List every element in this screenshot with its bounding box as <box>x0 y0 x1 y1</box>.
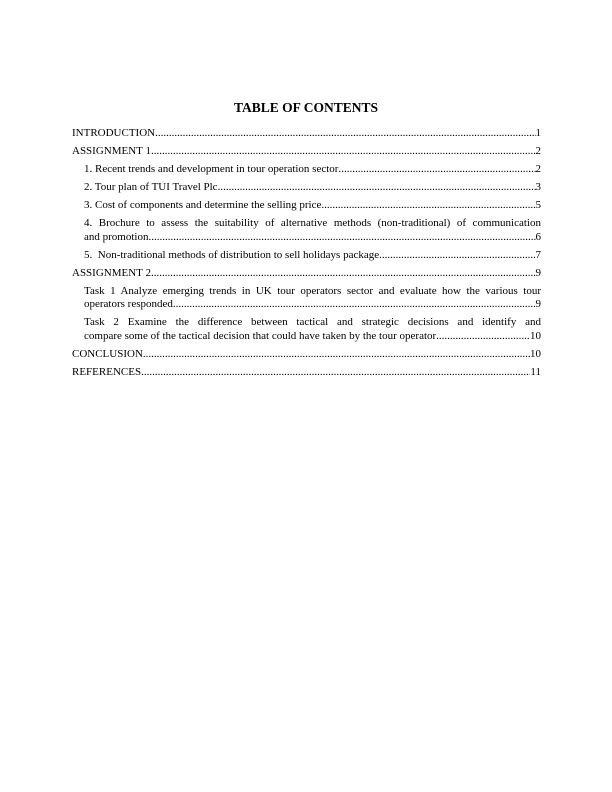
toc-entry-references[interactable] <box>72 366 541 380</box>
toc-page-number: 11 <box>530 365 541 378</box>
toc-title: TABLE OF CONTENTS <box>233 100 379 115</box>
toc-leader-dots <box>173 298 536 312</box>
toc-entry-label: ASSIGNMENT 1 <box>72 145 151 157</box>
toc-leader-dots <box>151 145 536 159</box>
toc-entry-assignment-2[interactable] <box>72 267 541 281</box>
toc-entry-label: 5. Non-traditional methods of distribution to sell holidays package <box>84 248 380 261</box>
toc-entry-label: CONCLUSION <box>72 347 143 360</box>
toc-leader-dots <box>218 181 536 195</box>
toc-entry-label-line-1: Task 2 Examine the difference between tactical and strategic decisions and identify and <box>84 316 541 328</box>
toc-entry-label: INTRODUCTION <box>72 127 156 139</box>
toc-page-number: 2 <box>535 163 541 175</box>
toc-page-number: 9 <box>535 298 541 310</box>
toc-page-number: 10 <box>530 347 541 360</box>
toc-entry-tour-plan[interactable] <box>72 181 541 195</box>
toc-entry-cost-of-components[interactable] <box>72 199 541 213</box>
toc-leader-dots <box>143 348 530 362</box>
toc-page-number: 10 <box>530 329 541 342</box>
toc-leader-dots <box>379 249 535 263</box>
table-of-contents <box>72 127 541 384</box>
toc-entry-assignment-1[interactable] <box>72 145 541 159</box>
toc-leader-dots <box>321 199 535 213</box>
toc-entry-task-2[interactable] <box>72 316 541 343</box>
toc-entry-label-line-1: 4. Brochure to assess the suitability of alternative methods (non-traditional) of communication <box>84 217 541 229</box>
toc-page-number: 5 <box>535 199 541 211</box>
toc-entry-label-line-1: Task 1 Analyze emerging trends in UK tour operators sector and evaluate how the various tour <box>84 284 541 297</box>
toc-leader-dots <box>155 127 535 141</box>
toc-page-number: 3 <box>535 181 541 193</box>
toc-page-number: 7 <box>535 248 541 261</box>
toc-entry-label: ASSIGNMENT 2 <box>72 266 151 279</box>
toc-leader-dots <box>338 163 535 177</box>
toc-entry-label: 2. Tour plan of TUI Travel Plc <box>84 181 218 193</box>
toc-entry-label: REFERENCES <box>72 365 142 378</box>
toc-entry-label: and promotion <box>84 230 149 243</box>
toc-leader-dots <box>436 330 530 344</box>
toc-leader-dots <box>148 231 535 245</box>
toc-entry-task-1[interactable] <box>72 285 541 312</box>
toc-leader-dots <box>141 366 530 380</box>
toc-page-number: 9 <box>535 266 541 279</box>
toc-page-number: 6 <box>535 230 541 243</box>
toc-entry-label: 1. Recent trends and development in tour operation sector <box>84 163 339 175</box>
toc-page-number: 2 <box>535 145 541 157</box>
toc-entry-non-traditional-distribution[interactable] <box>72 249 541 263</box>
toc-page-number: 1 <box>535 127 541 139</box>
toc-entry-label: 3. Cost of components and determine the selling price <box>84 199 322 211</box>
toc-entry-label: compare some of the tactical decision that could have taken by the tour operator <box>84 329 437 342</box>
toc-entry-introduction[interactable] <box>72 127 541 141</box>
toc-entry-label: operators responded <box>84 298 173 310</box>
toc-entry-conclusion[interactable] <box>72 348 541 362</box>
toc-entry-recent-trends[interactable] <box>72 163 541 177</box>
toc-leader-dots <box>151 267 536 281</box>
toc-entry-brochure[interactable] <box>72 217 541 244</box>
